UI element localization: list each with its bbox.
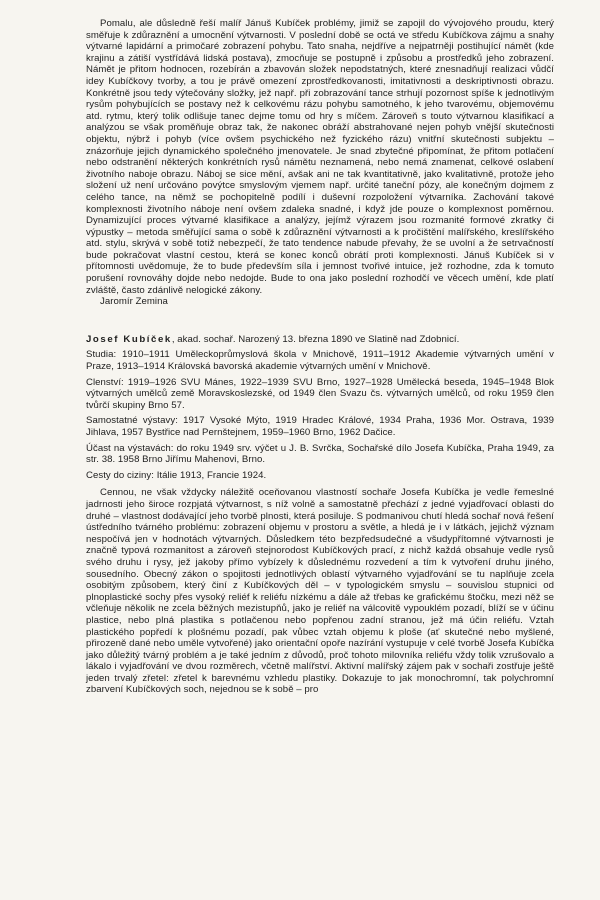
- bio-studia: Studia: 1910–1911 Uměleckoprůmyslová škola v Mnichově, 1911–1912 Akademie výtvarných umění v Praze, 1913–1914 Královská bavorská akademie výtvarných umění v Mnichově.: [86, 349, 554, 373]
- bio-clenstvi: Clenství: 1919–1926 SVU Mánes, 1922–1939 SVU Brno, 1927–1928 Umělecká beseda, 1945–1948 Blok výtvarných umělců země Moravskoslezské, od 1949 člen Svazu čs. výtvarných umělců, od roku 1959 člen tvůrčí skupiny Brno 57.: [86, 376, 554, 411]
- bio-name: Josef Kubíček: [86, 333, 172, 345]
- bio-vystavy: Samostatné výstavy: 1917 Vysoké Mýto, 1919 Hradec Králové, 1934 Praha, 1936 Mor. Ostrava, 1939 Jihlava, 1957 Bystřice nad Pernštejnem, 1959–1960 Brno, 1962 Dačice.: [86, 415, 554, 438]
- essay-paragraph: Pomalu, ale důsledně řeší malíř Jánuš Kubíček problémy, jimiž se zapojil do vývojového proudu, který směřuje k zdůraznění a umocnění výtvarnosti. V poslední době se octá ve středu Kubíčkova zájmu a snahy výtvarné lapidární a primočaré zobrazení pohybu. Tato snaha, nejdříve a nejpatrněji postihující námět (kde krajinu a zátiší vystřídává lidská postava), zmocňuje se postupně i způsobu a prostředků jeho zobrazení. Námět je přitom hodnocen, rozebírán a zbavován složek nepodstatných, které znesnadňují realizaci vůdčí idey Kubíčkovy tvorby, a tou je právě omezení zprostředkovanosti, imitativnosti a deskriptivnosti obrazu. Konkrétně jsou tedy výtečovány složky, jež např. při zobrazování tance strhují pozornost spíše k jednotlivým rysům pohybujících se postavy než k celkovému rázu pohybu samotného, k jeho tvarovému, objemovému atd. rytmu, který tolik odlišuje tanec dejme tomu od hry s míčem. Zároveň s touto výtvarnou klasifikací a analýzou se však proměňuje obraz tak, že nakonec obráží abstrahované nejen pohyb vnější skutečnosti objektu, nýbrž i pohyb (více ovšem psychického než fyzického rázu) vnitřní skutečnosti subjektu – znázorňuje jejich dynamického společného jmenovatele. Je snad zbytečné připomínat, že přitom potlačení nebo odstranění některých konkrétních rysů námětu neznamená, nebo nemá znamenat, celkové oslabení životního naboje obrazu. Náboj se sice mění, avšak ani ne tak kvantitativně, jako kvalitativně, protože jeho složení už není určováno povýtce smyslovým vjemem např. určité taneční pózy, ale konečným dojmem z celého tance, na němž se pochopitelně podílí i duševní rozpoložení výtvarníka. Zachování takové komplexnosti životního náboje není ovšem zdaleka snadné, i když jde pouze o komplexnost poměrnou. Dynamizující proces výtvarné klasifikace a analýzy, jejímž výrazem jsou rozmanité formové zkratky či výpustky – metoda směřující sama o sobě k zdůraznění výtvarnosti a k pročištění malířského, kreslířského atd. stylu, skrývá v sobě totiž nebezpečí, že tato tendence nabude převahy, že se uvolní a že setrvačností bude pokračovat vlastní cestou, která se konec konců obrátí proti komplexnosti. Jánuš Kubíček si v přítomnosti uvědomuje, že to bude především síla i jemnost tvořivé intuice, jež rozhodne, zda k tomuto porušení rovnováhy dojde nebo nedojde. Bude to ona jako poslední rozhodčí ve věcech umění, kde platí zvláště, často zdánlivě nelogické zákony.: [86, 18, 554, 296]
- bio-cesty: Cesty do ciziny: Itálie 1913, Francie 1924.: [86, 469, 267, 481]
- essay-section: [86, 18, 554, 308]
- second-essay-paragraph: Cennou, ne však vždycky náležitě oceňovanou vlastností sochaře Josefa Kubíčka je vedle řemeslné jadrnosti jeho široce rozpjatá výtvarnost, s níž volně a samostatně přechází z jedné vyjadřovací oblasti do druhé – vlastnost dodávající jeho tvorbě plnosti, která posiluje. S podmanivou chutí hledá sochař nová řešení ústředního tvárného problému: zobrazení objemu v prostoru a světle, a hledá je i v látkách, jejichž význam nespočívá jen v hodnotách výtvarných. Důsledkem této bezpředsudečné a všudypřítomné výtvarnosti je značně typová rozmanitost a zároveň stejnorodost Kubíčkových prací, z nichž každá obsahuje vedle rysů svého druhu i rysy, jež jakoby přímo vybízely k důslednému rozvedení a tím k vytvoření druhu jiného, sousedního. Obecný zákon o spojitosti jednotlivých oblastí výtvarného vyjadřování se tu naplňuje zcela osobitým způsobem, který činí z Kubíčkových děl – v typologickém smyslu – souvislou stupnici od plnoplastické sochy přes vysoký reliéf k reliéfu nízkému a dále až třebas ke grafickému štočku, mezi něž se včleňuje několik ne zcela běžných mezistupňů, jako je reliéf na válcovitě vypouklém pozadí, blíží se v účinu plastice, nebo plná plastika s potlačenou nebo popřenou zadní stranou, jež má účin reliéfu. Vztah plastického popředí k plošnému pozadí, pak vůbec vztah objemu k ploše (ať skutečné nebo myšlené, přirozeně dané nebo uměle vytvořené) jako orientační opoře nazírání vystupuje v celé tvorbě Josefa Kubíčka jako důležitý tvárný problém a je také jedním z důvodů, proč tohoto milovníka reliéfu vždy tolik vzrušovalo a lákalo i vyjadřování ve dvou rozměrech, včetně malířství. Aktivní malířský zájem pak v sochaři zostřuje ještě jeden trvalý zřetel: zřetel k barevnému vzhledu plastiky. Dokazuje to jak monochromní, tak polychromní zbarvení Kubíčkových soch, nejednou se k sobě – pro: [86, 487, 554, 696]
- bio-ucast: Účast na výstavách: do roku 1949 srv. výčet u J. B. Svrčka, Sochařské dílo Josefa Kubíčka, Praha 1949, za str. 38. 1958 Brno Jiřímu Mahenovi, Brno.: [86, 442, 554, 466]
- bio-intro: , akad. sochař. Narozený 13. března 1890 ve Slatině nad Zdobnicí.: [171, 333, 460, 345]
- biography-section: [86, 334, 554, 482]
- second-essay-section: [86, 487, 554, 696]
- bio-intro-line: [86, 334, 554, 346]
- essay-signature: Jaromír Zemina: [100, 296, 168, 308]
